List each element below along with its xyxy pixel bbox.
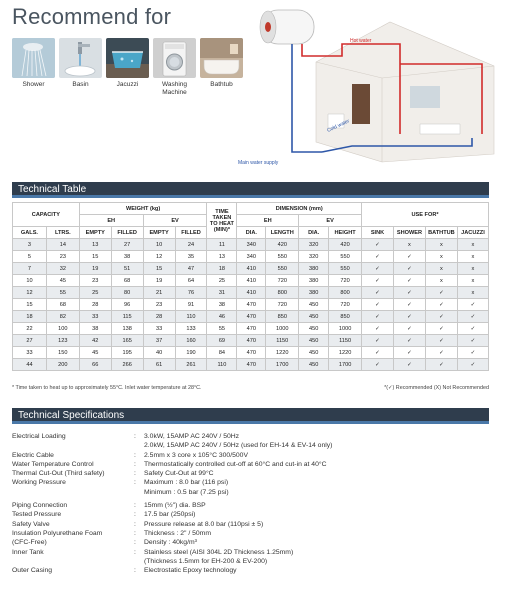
- cold-water-label: Cold water: [326, 118, 351, 134]
- table-cell: 44: [13, 359, 47, 371]
- table-cell: 380: [299, 263, 329, 275]
- spec-label: Outer Casing: [12, 567, 53, 575]
- use-mark-cell: ✓: [393, 335, 425, 347]
- table-cell: 470: [237, 347, 266, 359]
- spec-colon: :: [134, 520, 136, 528]
- table-cell: 720: [329, 275, 362, 287]
- use-mark-cell: ✓: [457, 299, 488, 311]
- use-basin: [59, 38, 102, 97]
- use-label: Basin: [72, 81, 89, 88]
- use-mark-cell: ✓: [393, 299, 425, 311]
- spec-row: [12, 529, 489, 538]
- table-cell: 450: [299, 359, 329, 371]
- table-cell: 22: [13, 323, 47, 335]
- table-cell: 69: [207, 335, 237, 347]
- table-cell: 470: [237, 311, 266, 323]
- table-cell: 420: [266, 239, 299, 251]
- table-cell: 18: [207, 263, 237, 275]
- table-cell: 55: [46, 287, 79, 299]
- jacuzzi-photo: [106, 38, 149, 78]
- header-dim-ev: EV: [299, 215, 362, 227]
- use-mark-cell: x: [425, 275, 457, 287]
- header-ev-empty: EMPTY: [143, 227, 175, 239]
- table-row: [13, 359, 489, 371]
- header-eh-filled: FILLED: [111, 227, 143, 239]
- table-row: [13, 299, 489, 311]
- header-dimension: DIMENSION (mm): [237, 203, 362, 215]
- table-cell: 12: [143, 251, 175, 263]
- table-cell: 45: [79, 347, 111, 359]
- table-cell: 110: [207, 359, 237, 371]
- table-cell: 450: [299, 299, 329, 311]
- spec-row: [12, 488, 489, 497]
- header-ltrs: LTRS.: [46, 227, 79, 239]
- table-cell: 190: [175, 347, 207, 359]
- use-mark-cell: ✓: [393, 323, 425, 335]
- table-cell: 1150: [329, 335, 362, 347]
- installation-illustration: [232, 4, 500, 170]
- spec-colon: :: [134, 451, 136, 459]
- header-gals: GALS.: [13, 227, 47, 239]
- table-row: [13, 311, 489, 323]
- spec-value: 17.5 bar (250psi): [144, 511, 196, 519]
- table-cell: 261: [175, 359, 207, 371]
- table-cell: 84: [207, 347, 237, 359]
- header-shower: SHOWER: [393, 227, 425, 239]
- table-cell: 47: [175, 263, 207, 275]
- table-cell: 15: [143, 263, 175, 275]
- spec-row: [12, 557, 489, 566]
- spec-label: [12, 557, 134, 566]
- header-eh-dia: DIA.: [237, 227, 266, 239]
- table-cell: 37: [143, 335, 175, 347]
- technical-specs-header: Technical Specifications: [12, 408, 489, 424]
- table-cell: 64: [175, 275, 207, 287]
- washing-machine-photo: [153, 38, 196, 78]
- use-mark-cell: x: [457, 239, 488, 251]
- use-mark-cell: x: [425, 251, 457, 263]
- table-cell: 38: [207, 299, 237, 311]
- spec-value: Density : 40kg/m³: [144, 539, 197, 547]
- table-cell: 1220: [266, 347, 299, 359]
- table-cell: 266: [111, 359, 143, 371]
- table-cell: 550: [329, 251, 362, 263]
- spec-label: [12, 488, 134, 497]
- spec-colon: :: [134, 502, 136, 510]
- table-cell: 150: [46, 347, 79, 359]
- table-cell: 3: [13, 239, 47, 251]
- basin-photo: [59, 38, 102, 78]
- spec-value: Thickness : 2" / 50mm: [144, 529, 212, 537]
- use-label: Bathtub: [210, 81, 233, 88]
- table-cell: 165: [111, 335, 143, 347]
- table-cell: 320: [299, 239, 329, 251]
- spec-row: [12, 469, 489, 478]
- spec-label: Safety Valve: [12, 520, 50, 528]
- use-jacuzzi: [106, 38, 149, 97]
- table-cell: 12: [13, 287, 47, 299]
- use-mark-cell: ✓: [362, 311, 394, 323]
- spec-value: Minimum : 0.5 bar (7.25 psi): [144, 488, 229, 496]
- table-cell: 720: [266, 275, 299, 287]
- table-cell: 66: [79, 359, 111, 371]
- table-cell: 5: [13, 251, 47, 263]
- table-cell: 32: [46, 263, 79, 275]
- table-cell: 450: [299, 347, 329, 359]
- recommended-uses: [12, 38, 243, 97]
- table-cell: 46: [207, 311, 237, 323]
- spec-label: Thermal Cut-Out (Third safety): [12, 470, 105, 478]
- table-cell: 25: [207, 275, 237, 287]
- table-cell: 35: [175, 251, 207, 263]
- spec-row: [12, 451, 489, 460]
- table-cell: 10: [143, 239, 175, 251]
- use-label: Shower: [22, 81, 45, 88]
- use-mark-cell: x: [457, 275, 488, 287]
- table-cell: 27: [111, 239, 143, 251]
- spec-colon: :: [134, 539, 136, 547]
- use-mark-cell: ✓: [362, 299, 394, 311]
- table-row: [13, 263, 489, 275]
- use-label: Washing Machine: [161, 81, 188, 96]
- table-cell: 850: [266, 311, 299, 323]
- heat-time-note: * Time taken to heat up to approximately 55°C. Inlet water temperature at 28°C.: [12, 385, 202, 391]
- spec-value: 3.0kW, 15AMP AC 240V / 50Hz: [144, 433, 240, 440]
- table-cell: 13: [79, 239, 111, 251]
- table-cell: 133: [175, 323, 207, 335]
- spec-value: 15mm (½") dia. BSP: [144, 502, 206, 510]
- table-cell: 1700: [266, 359, 299, 371]
- table-cell: 15: [13, 299, 47, 311]
- spec-colon: :: [134, 433, 136, 440]
- spec-colon: :: [134, 548, 136, 556]
- table-cell: 1000: [329, 323, 362, 335]
- table-cell: 91: [175, 299, 207, 311]
- table-cell: 80: [111, 287, 143, 299]
- table-cell: 45: [46, 275, 79, 287]
- use-mark-cell: x: [393, 239, 425, 251]
- table-cell: 340: [237, 239, 266, 251]
- table-cell: 380: [299, 287, 329, 299]
- spec-row: [12, 510, 489, 519]
- page-title: Recommend for: [12, 4, 172, 29]
- spec-label: Water Temperature Control: [12, 460, 94, 468]
- table-cell: 720: [329, 299, 362, 311]
- technical-table-header: Technical Table: [12, 182, 489, 198]
- spec-colon: :: [134, 511, 136, 519]
- table-cell: 320: [299, 251, 329, 263]
- use-mark-cell: ✓: [393, 359, 425, 371]
- table-cell: 51: [111, 263, 143, 275]
- spec-colon: [134, 488, 144, 497]
- spec-label: Piping Connection: [12, 502, 68, 510]
- technical-table: [12, 202, 489, 371]
- table-cell: 55: [207, 323, 237, 335]
- table-cell: 1150: [266, 335, 299, 347]
- spec-label: Working Pressure: [12, 479, 66, 487]
- table-cell: 21: [143, 287, 175, 299]
- use-mark-cell: ✓: [425, 347, 457, 359]
- table-row: [13, 287, 489, 299]
- use-mark-cell: ✓: [393, 263, 425, 275]
- table-cell: 340: [237, 251, 266, 263]
- hot-water-label: Hot water: [350, 38, 372, 44]
- spec-row: [12, 548, 489, 557]
- header-bathtub: BATHTUB: [425, 227, 457, 239]
- table-cell: 470: [237, 323, 266, 335]
- use-mark-cell: ✓: [425, 311, 457, 323]
- spec-row: [12, 441, 489, 450]
- header-weight-ev: EV: [143, 215, 207, 227]
- spec-colon: :: [134, 479, 136, 487]
- header-weight: WEIGHT (kg): [79, 203, 207, 215]
- table-cell: 14: [46, 239, 79, 251]
- header-ev-height: HEIGHT: [329, 227, 362, 239]
- use-mark-cell: ✓: [393, 287, 425, 299]
- table-cell: 450: [299, 323, 329, 335]
- header-eh-empty: EMPTY: [79, 227, 111, 239]
- spec-colon: [134, 557, 144, 566]
- use-mark-cell: ✓: [362, 275, 394, 287]
- spec-label: [12, 441, 134, 450]
- spec-row: [12, 566, 489, 575]
- spec-value: Stainless steel (AISI 304L 2D Thickness 1.25mm): [144, 548, 294, 556]
- table-cell: 138: [111, 323, 143, 335]
- use-mark-cell: ✓: [362, 287, 394, 299]
- table-cell: 470: [237, 299, 266, 311]
- table-row: [13, 347, 489, 359]
- spec-colon: :: [134, 567, 136, 575]
- table-cell: 68: [46, 299, 79, 311]
- table-cell: 33: [143, 323, 175, 335]
- use-mark-cell: ✓: [362, 323, 394, 335]
- use-mark-cell: ✓: [425, 287, 457, 299]
- table-cell: 800: [329, 287, 362, 299]
- use-mark-cell: x: [457, 287, 488, 299]
- table-cell: 31: [207, 287, 237, 299]
- table-cell: 850: [329, 311, 362, 323]
- recommendation-legend: *(✓) Recommended (X) Not Recommended: [384, 385, 489, 391]
- header-use-for: USE FOR*: [362, 203, 489, 227]
- table-cell: 470: [237, 359, 266, 371]
- use-mark-cell: ✓: [362, 239, 394, 251]
- table-row: [13, 335, 489, 347]
- spec-colon: [134, 441, 144, 450]
- table-cell: 720: [266, 299, 299, 311]
- use-mark-cell: ✓: [362, 263, 394, 275]
- table-cell: 420: [329, 239, 362, 251]
- use-washing-machine: [153, 38, 196, 97]
- table-cell: 10: [13, 275, 47, 287]
- header-dim-eh: EH: [237, 215, 299, 227]
- table-cell: 110: [175, 311, 207, 323]
- spec-row: [12, 538, 489, 547]
- header-eh-length: LENGTH: [266, 227, 299, 239]
- table-row: [13, 251, 489, 263]
- table-row: [13, 239, 489, 251]
- table-cell: 195: [111, 347, 143, 359]
- header-sink: SINK: [362, 227, 394, 239]
- table-cell: 23: [46, 251, 79, 263]
- spec-value: Safety Cut-Out at 99°C: [144, 470, 214, 478]
- use-mark-cell: ✓: [457, 323, 488, 335]
- table-cell: 7: [13, 263, 47, 275]
- table-cell: 470: [237, 335, 266, 347]
- spec-colon: :: [134, 460, 136, 468]
- use-mark-cell: ✓: [362, 251, 394, 263]
- use-mark-cell: ✓: [362, 347, 394, 359]
- spec-label: Tested Pressure: [12, 511, 62, 519]
- table-cell: 450: [299, 335, 329, 347]
- spec-row: [12, 501, 489, 510]
- spec-value: (Thickness 1.5mm for EH-200 & EV-200): [144, 557, 268, 565]
- use-mark-cell: ✓: [393, 275, 425, 287]
- spec-colon: :: [134, 529, 136, 537]
- use-mark-cell: ✓: [457, 311, 488, 323]
- use-mark-cell: ✓: [425, 335, 457, 347]
- spec-value: Pressure release at 8.0 bar (110psi ± 5): [144, 520, 264, 528]
- table-cell: 380: [299, 275, 329, 287]
- table-cell: 96: [111, 299, 143, 311]
- spec-label: Electrical Loading: [12, 433, 66, 440]
- use-label: Jacuzzi: [116, 81, 139, 88]
- use-mark-cell: ✓: [362, 359, 394, 371]
- table-cell: 18: [13, 311, 47, 323]
- use-mark-cell: ✓: [393, 311, 425, 323]
- table-cell: 1000: [266, 323, 299, 335]
- table-cell: 550: [329, 263, 362, 275]
- use-mark-cell: ✓: [393, 347, 425, 359]
- table-cell: 123: [46, 335, 79, 347]
- table-cell: 27: [13, 335, 47, 347]
- table-cell: 28: [79, 299, 111, 311]
- shower-photo: [12, 38, 55, 78]
- table-cell: 410: [237, 263, 266, 275]
- table-cell: 42: [79, 335, 111, 347]
- spec-label: Inner Tank: [12, 548, 44, 556]
- table-cell: 19: [79, 263, 111, 275]
- spec-row: [12, 520, 489, 529]
- spec-value: Electrostatic Epoxy technology: [144, 567, 237, 575]
- table-cell: 100: [46, 323, 79, 335]
- spec-row: [12, 478, 489, 487]
- use-shower: [12, 38, 55, 97]
- table-cell: 450: [299, 311, 329, 323]
- use-mark-cell: x: [425, 239, 457, 251]
- main-supply-label: Main water supply: [238, 160, 279, 166]
- header-weight-eh: EH: [79, 215, 143, 227]
- header-ev-dia: DIA.: [299, 227, 329, 239]
- table-cell: 76: [175, 287, 207, 299]
- use-mark-cell: ✓: [393, 251, 425, 263]
- table-cell: 550: [266, 251, 299, 263]
- spec-value: Maximum : 8.0 bar (116 psi): [144, 479, 229, 487]
- table-row: [13, 323, 489, 335]
- table-cell: 38: [79, 323, 111, 335]
- header-capacity: CAPACITY: [13, 203, 80, 227]
- use-mark-cell: x: [457, 263, 488, 275]
- technical-specifications: [12, 432, 489, 575]
- use-mark-cell: x: [457, 251, 488, 263]
- spec-label: Insulation Polyurethane Foam: [12, 529, 103, 537]
- table-cell: 410: [237, 287, 266, 299]
- table-cell: 550: [266, 263, 299, 275]
- table-cell: 40: [143, 347, 175, 359]
- spec-label: (CFC-Free): [12, 539, 47, 547]
- table-cell: 160: [175, 335, 207, 347]
- spec-row: [12, 432, 489, 441]
- header-time: TIME TAKEN TO HEAT (MIN)*: [207, 203, 237, 239]
- table-cell: 115: [111, 311, 143, 323]
- technical-table-body: [13, 239, 489, 371]
- use-mark-cell: ✓: [362, 335, 394, 347]
- table-row: [13, 275, 489, 287]
- use-mark-cell: ✓: [457, 347, 488, 359]
- table-cell: 61: [143, 359, 175, 371]
- table-cell: 13: [207, 251, 237, 263]
- table-cell: 38: [111, 251, 143, 263]
- table-cell: 33: [13, 347, 47, 359]
- table-cell: 68: [111, 275, 143, 287]
- table-cell: 15: [79, 251, 111, 263]
- spec-value: 2.0kW, 15AMP AC 240V / 50Hz (used for EH-14 & EV-14 only): [144, 442, 333, 450]
- use-mark-cell: ✓: [425, 299, 457, 311]
- spec-label: Electric Cable: [12, 451, 54, 459]
- table-cell: 19: [143, 275, 175, 287]
- use-mark-cell: ✓: [425, 359, 457, 371]
- header-jacuzzi: JACUZZI: [457, 227, 488, 239]
- table-cell: 24: [175, 239, 207, 251]
- table-cell: 1700: [329, 359, 362, 371]
- table-cell: 28: [143, 311, 175, 323]
- table-cell: 200: [46, 359, 79, 371]
- table-cell: 23: [143, 299, 175, 311]
- table-cell: 1220: [329, 347, 362, 359]
- use-mark-cell: ✓: [457, 335, 488, 347]
- spec-value: Thermostatically controlled cut-off at 60°C and cut-in at 40°C: [144, 460, 327, 468]
- spec-value: 2.5mm x 3 core x 105°C 300/500V: [144, 451, 248, 459]
- spec-row: [12, 460, 489, 469]
- table-cell: 33: [79, 311, 111, 323]
- header-ev-filled: FILLED: [175, 227, 207, 239]
- table-cell: 410: [237, 275, 266, 287]
- use-mark-cell: ✓: [457, 359, 488, 371]
- table-cell: 11: [207, 239, 237, 251]
- use-mark-cell: x: [425, 263, 457, 275]
- spec-colon: :: [134, 470, 136, 478]
- table-cell: 25: [79, 287, 111, 299]
- table-cell: 800: [266, 287, 299, 299]
- use-mark-cell: ✓: [425, 323, 457, 335]
- table-cell: 23: [79, 275, 111, 287]
- table-cell: 82: [46, 311, 79, 323]
